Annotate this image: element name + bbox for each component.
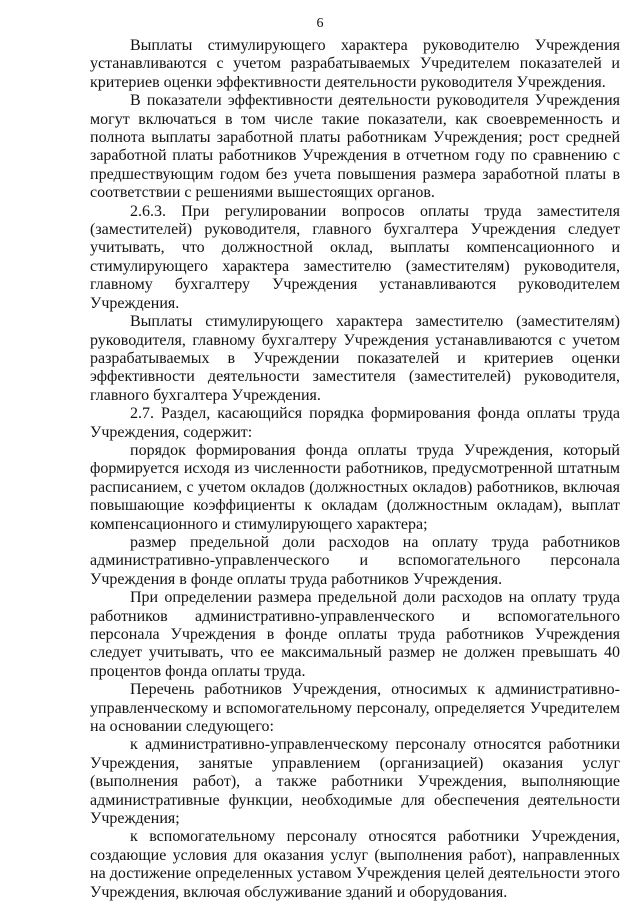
paragraph-11: к вспомогательному персоналу относятся работники Учреждения, создающие условия для оказания услуг (выполнения работ), направленных на достижение определенных уставом Учреждения целей деятельности этого Учреждения, включая обслуживание зданий и оборудования. — [90, 828, 620, 901]
paragraph-7: размер предельной доли расходов на оплату труда работников административно-управленческого и вспомогательного персонала Учреждения в фонде оплаты труда работников Учреждения. — [90, 533, 620, 588]
document-body — [90, 37, 620, 902]
paragraph-1: Выплаты стимулирующего характера руководителю Учреждения устанавливаются с учетом разрабатываемых Учредителем показателей и критериев оценки эффективности деятельности руководителя Учреждения. — [90, 37, 620, 91]
paragraph-5: 2.7. Раздел, касающийся порядка формирования фонда оплаты труда Учреждения, содержит: — [90, 405, 620, 441]
page-number: 6 — [316, 16, 324, 31]
paragraph-6: порядок формирования фонда оплаты труда Учреждения, который формируется исходя из численности работников, предусмотренной штатным расписанием, с учетом окладов (должностных окладов) работников, включая повышающие коэффициенты к окладам (должностным окладам), выплат компенсационного и стимулирующего характера; — [90, 441, 620, 533]
paragraph-8: При определении размера предельной доли расходов на оплату труда работников административно-управленческого и вспомогательного персонала Учреждения в фонде оплаты труда работников Учреждения следует учитывать, что ее максимальный размер не должен превышать 40 процентов фонда оплаты труда. — [90, 589, 620, 680]
paragraph-9: Перечень работников Учреждения, относимых к административно-управленческому и вспомогательному персоналу, определяется Учредителем на основании следующего: — [90, 681, 620, 736]
paragraph-3: 2.6.3. При регулировании вопросов оплаты труда заместителя (заместителей) руководителя, главного бухгалтера Учреждения следует учитывать, что должностной оклад, выплаты компенсационного и стимулирующего характера заместителю (заместителям) руководителя, главному бухгалтеру Учреждения устанавливаются руководителем Учреждения. — [90, 202, 620, 312]
paragraph-10: к административно-управленческому персоналу относятся работники Учреждения, занятые управлением (организацией) оказания услуг (выполнения работ), а также работники Учреждения, выполняющие административные функции, необходимые для обеспечения деятельности Учреждения; — [90, 736, 620, 828]
paragraph-2: В показатели эффективности деятельности руководителя Учреждения могут включаться в том числе такие показатели, как своевременность и полнота выплаты заработной платы работникам Учреждения; рост средней заработной платы работников Учреждения в отчетном году по сравнению с предшествующим годом без учета повышения размера заработной платы в соответствии с решениями вышестоящих органов. — [90, 92, 620, 202]
paragraph-4: Выплаты стимулирующего характера заместителю (заместителям) руководителя, главному бухгалтеру Учреждения устанавливаются с учетом разрабатываемых в Учреждении показателей и критериев оценки эффективности деятельности заместителя (заместителей) руководителя, главного бухгалтера Учреждения. — [90, 313, 620, 404]
